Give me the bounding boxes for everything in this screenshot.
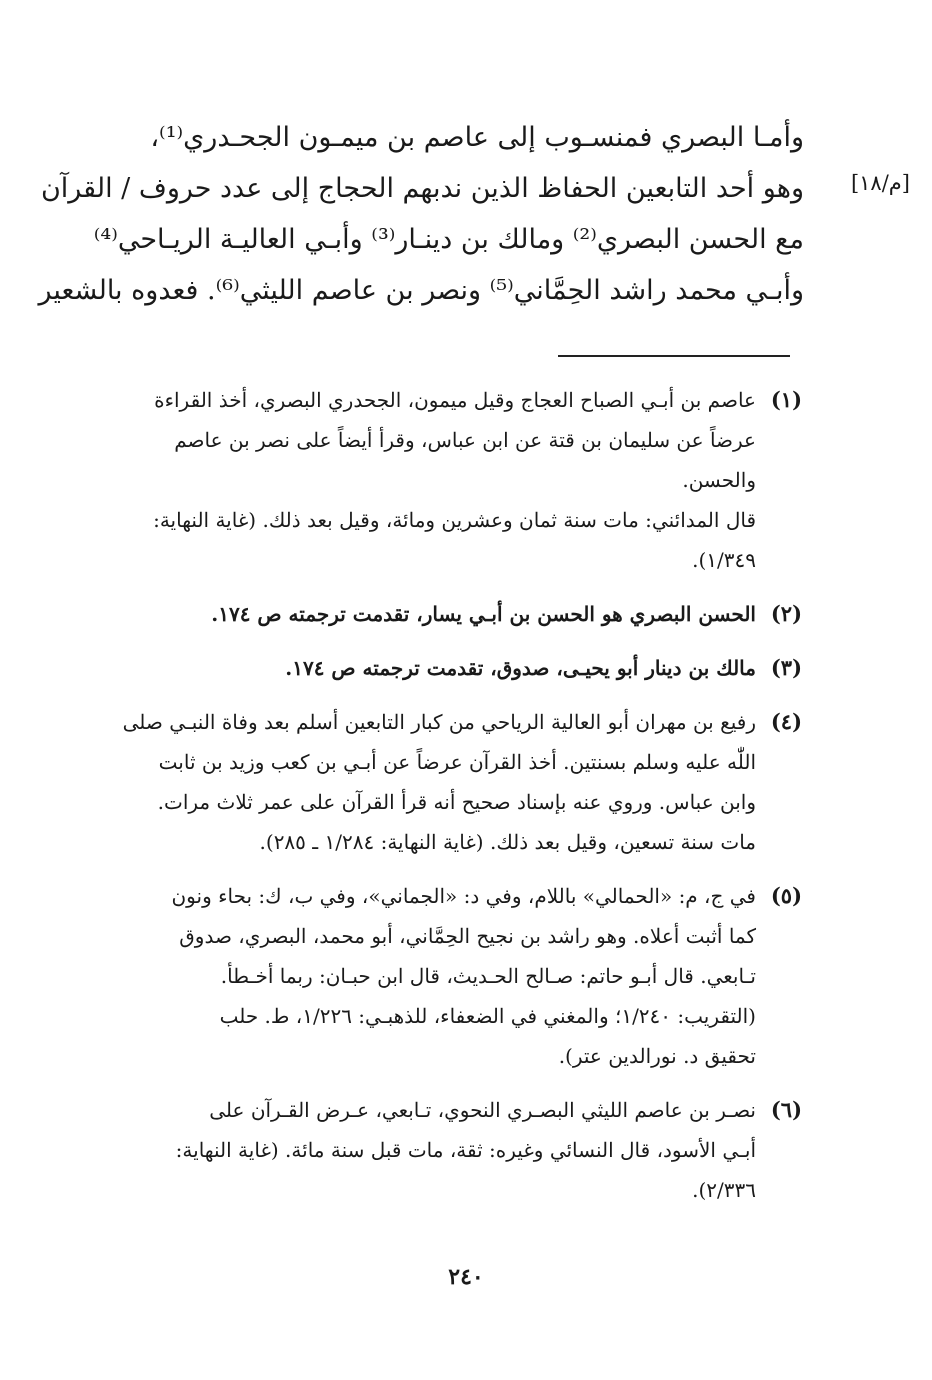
footnote-number: (٤): [770, 709, 802, 734]
footnote-line: نصـر بن عاصم الليثي البصـري النحوي، تـابعي، عـرض القـرآن على: [209, 1098, 756, 1122]
footnote-3: [102, 648, 802, 688]
manuscript-folio-marker: [م/١٨]: [850, 171, 910, 195]
footnote-5: [102, 876, 802, 1076]
main-text-line: وأبـي محمد راشد الحِمَّاني⁽⁵⁾ ونصر بن عاصم الليثي⁽⁶⁾. فعدوه بالشعير: [38, 275, 804, 306]
footnote-4: [102, 702, 802, 862]
footnote-line: في ج، م: «الحمالي» باللام، وفي د: «الجماني»، وفي ب، ك: بحاء ونون: [171, 884, 756, 908]
footnote-line: ١/٣٤٩).: [692, 548, 756, 572]
footnote-line: تحقيق د. نورالدين عتر).: [558, 1044, 756, 1068]
page-number: ٢٤٠: [448, 1264, 484, 1290]
footnote-line: مالك بن دينار أبو يحيـى، صدوق، تقدمت ترجمته ص ١٧٤.: [285, 656, 756, 680]
footnote-line: الحسن البصري هو الحسن بن أبـي يسار، تقدمت ترجمته ص ١٧٤.: [211, 602, 756, 626]
footnote-line: رفيع بن مهران أبو العالية الرياحي من كبار التابعين أسلم بعد وفاة النبـي صلى: [122, 710, 756, 734]
footnote-2: [102, 594, 802, 634]
footnote-line: (التقريب: ١/٢٤٠؛ والمغني في الضعفاء، للذهبـي: ١/٢٢٦، ط. حلب: [219, 1004, 756, 1028]
footnote-line: عرضاً عن سليمان بن قتة عن ابن عباس، وقرأ أيضاً على نصر بن عاصم: [174, 428, 756, 452]
footnote-line: قال المدائني: مات سنة ثمان وعشرين ومائة، وقيل بعد ذلك. (غاية النهاية:: [153, 508, 756, 532]
main-text-line: مع الحسن البصري⁽²⁾ ومالك بن دينـار⁽³⁾ وأبـي العاليـة الريـاحي⁽⁴⁾: [93, 224, 804, 255]
footnote-line: عاصم بن أبـي الصباح العجاج وقيل ميمون، الجحدري البصري، أخذ القراءة: [154, 388, 756, 412]
footnote-number: (٢): [770, 601, 802, 626]
footnote-line: مات سنة تسعين، وقيل بعد ذلك. (غاية النهاية: ١/٢٨٤ ـ ٢٨٥).: [259, 830, 756, 854]
main-text: [38, 112, 804, 316]
footnote-line: تـابعي. قال أبـو حاتم: صـالح الحـديث، قال ابن حبـان: ربما أخـطأ.: [220, 964, 756, 988]
footnote-number: (١): [770, 387, 802, 412]
main-text-line: وأمـا البصري فمنسـوب إلى عاصم بن ميمـون الجحـدري⁽¹⁾،: [150, 122, 804, 153]
footnote-separator: [558, 355, 790, 357]
footnotes: [102, 380, 802, 1224]
footnote-1: [102, 380, 802, 580]
main-text-line: وهو أحد التابعين الحفاظ الذين ندبهم الحجاج إلى عدد حروف / القرآن: [40, 173, 804, 204]
footnote-line: أبـي الأسود، قال النسائي وغيره: ثقة، مات قبل سنة مائة. (غاية النهاية:: [175, 1138, 756, 1162]
footnote-number: (٣): [770, 655, 802, 680]
footnote-number: (٥): [770, 883, 802, 908]
footnote-line: اللّٰه عليه وسلم بسنتين. أخذ القرآن عرضاً عن أبـي بن كعب وزيد بن ثابت: [158, 750, 756, 774]
footnote-line: ٢/٣٣٦).: [692, 1178, 756, 1202]
footnote-line: كما أثبت أعلاه. وهو راشد بن نجيح الحِمَّاني، أبو محمد، البصري، صدوق: [179, 924, 756, 948]
footnote-line: والحسن.: [682, 468, 756, 492]
footnote-line: وابن عباس. وروي عنه بإسناد صحيح أنه قرأ القرآن على عمر ثلاث مرات.: [157, 790, 756, 814]
footnote-6: [102, 1090, 802, 1210]
footnote-number: (٦): [770, 1097, 802, 1122]
